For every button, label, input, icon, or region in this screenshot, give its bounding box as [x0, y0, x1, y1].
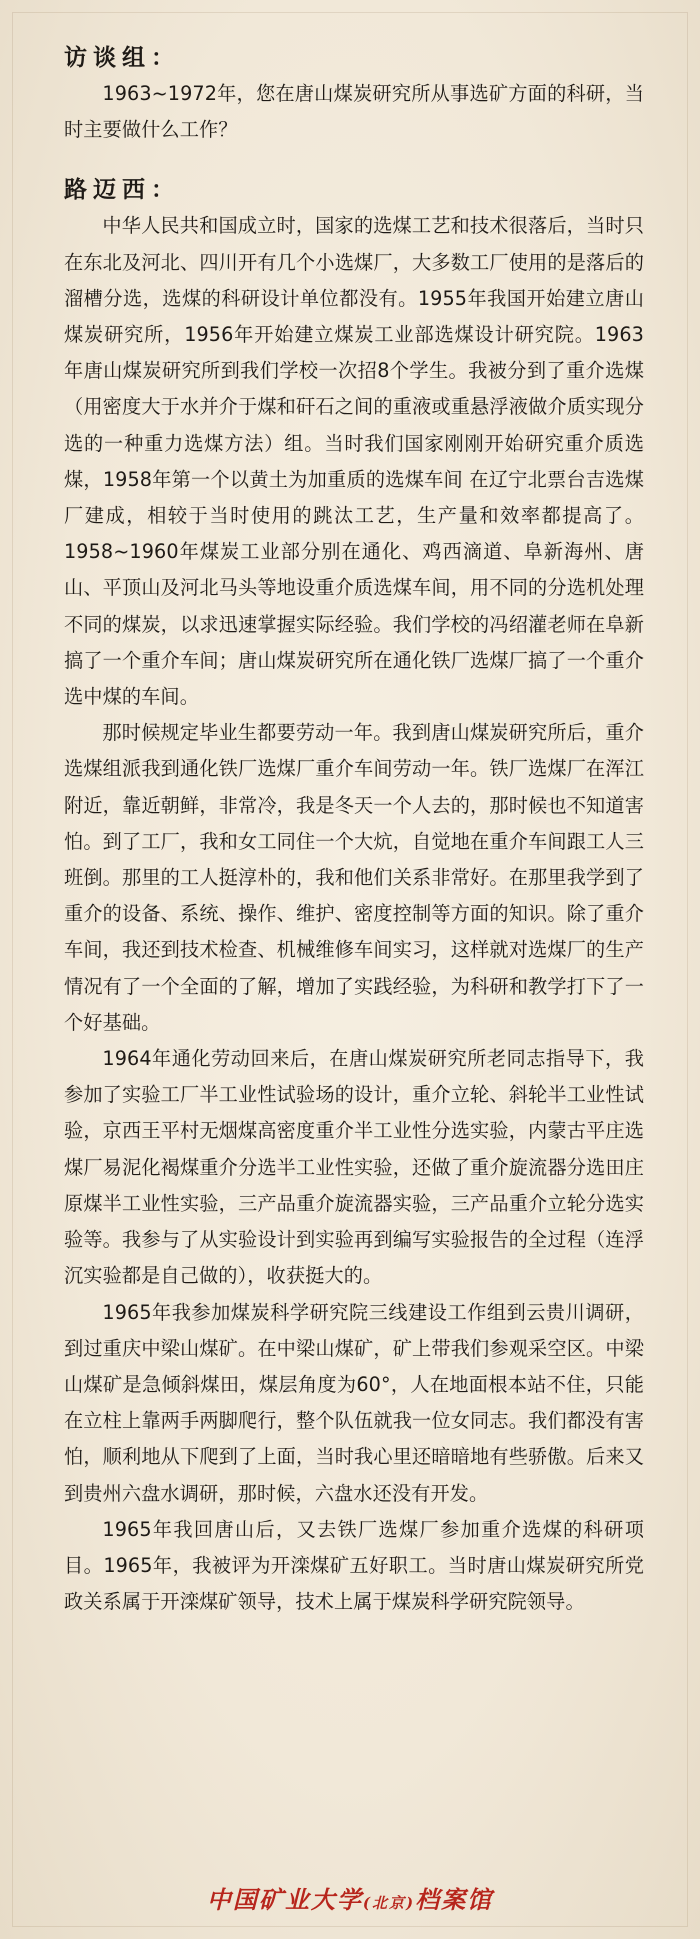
interviewer-label: 访谈组：: [64, 44, 180, 71]
footer-campus: (北京): [362, 1894, 416, 1912]
answer-paragraph-5: 1965年我回唐山后，又去铁厂选煤厂参加重介选煤的科研项目。1965年，我被评为开滦煤矿五好职工。当时唐山煤炭研究所党政关系属于开滦煤矿领导，技术上属于煤炭科学研究院领导。: [64, 1517, 644, 1614]
footer-archive-label: 档案馆: [415, 1885, 494, 1914]
respondent-label: 路迈西：: [64, 176, 180, 204]
answer-paragraph-1: 中华人民共和国成立时，国家的选煤工艺和技术很落后，当时只在东北及河北、四川开有几个小选煤厂，大多数工厂使用的是落后的溜槽分选，选煤的科研设计单位都没有。1955年我国开始建立唐山煤炭研究所，1956年开始建立煤炭工业部选煤设计研究院。1963年唐山煤炭研究所到我们学校一次招8个学生。我被分到了重介选煤（用密度大于水并介于煤和矸石之间的重液或重悬浮液做介质实现分选的一种重力选煤方法）组。当时我们国家刚刚开始研究重介质选煤，1958年第一个以黄土为加重质的选煤车间 在辽宁北票台吉选煤厂建成，相较于当时使用的跳汰工艺，生产量和效率都提高了。1958~1960年煤炭工业部分别在通化、鸡西滴道、阜新海州、唐山、平顶山及河北马头等地设重介质选煤车间，用不同的分选机处理不同的煤炭，以求迅速掌握实际经验。我们学校的冯绍灌老师在阜新搞了一个重介车间；唐山煤炭研究所在通化铁厂选煤厂搞了一个重介选中煤的车间。: [64, 214, 644, 709]
footer-university-name: 中国矿业大学: [206, 1885, 363, 1914]
answer-paragraph-2: 那时候规定毕业生都要劳动一年。我到唐山煤炭研究所后，重介选煤组派我到通化铁厂选煤厂重介车间劳动一年。铁厂选煤厂在浑江附近，靠近朝鲜，非常冷，我是冬天一个人去的，那时候也不知道害怕。到了工厂，我和女工同住一个大炕，自觉地在重介车间跟工人三班倒。那里的工人挺淳朴的，我和他们关系非常好。在那里我学到了重介的设备、系统、操作、维护、密度控制等方面的知识。除了重介车间，我还到技术检查、机械维修车间实习，这样就对选煤厂的生产情况有了一个全面的了解，增加了实践经验，为科研和教学打下了一个好基础。: [64, 721, 644, 1034]
interview-question: 1963~1972年，您在唐山煤炭研究所从事选矿方面的科研，当时主要做什么工作？: [64, 82, 644, 142]
answer-paragraph-4: 1965年我参加煤炭科学研究院三线建设工作组到云贵川调研，到过重庆中梁山煤矿。在中梁山煤矿，矿上带我们参观采空区。中梁山煤矿是急倾斜煤田，煤层角度为60°，人在地面根本站不住，只能在立柱上靠两手两脚爬行，整个队伍就我一位女同志。我们都没有害怕，顺利地从下爬到了上面，当时我心里还暗暗地有些骄傲。后来又到贵州六盘水调研，那时候，六盘水还没有开发。: [64, 1300, 644, 1505]
archive-footer-logo: [0, 1880, 700, 1915]
interview-content: [64, 40, 644, 1620]
answer-paragraph-3: 1964年通化劳动回来后，在唐山煤炭研究所老同志指导下，我参加了实验工厂半工业性试验场的设计，重介立轮、斜轮半工业性试验，京西王平村无烟煤高密度重介半工业性分选实验，内蒙古平庄选煤厂易泥化褐煤重介分选半工业性实验，还做了重介旋流器分选田庄原煤半工业性实验，三产品重介旋流器实验，三产品重介立轮分选实验等。我参与了从实验设计到实验再到编写实验报告的全过程（连浮沉实验都是自己做的），收获挺大的。: [64, 1047, 644, 1288]
